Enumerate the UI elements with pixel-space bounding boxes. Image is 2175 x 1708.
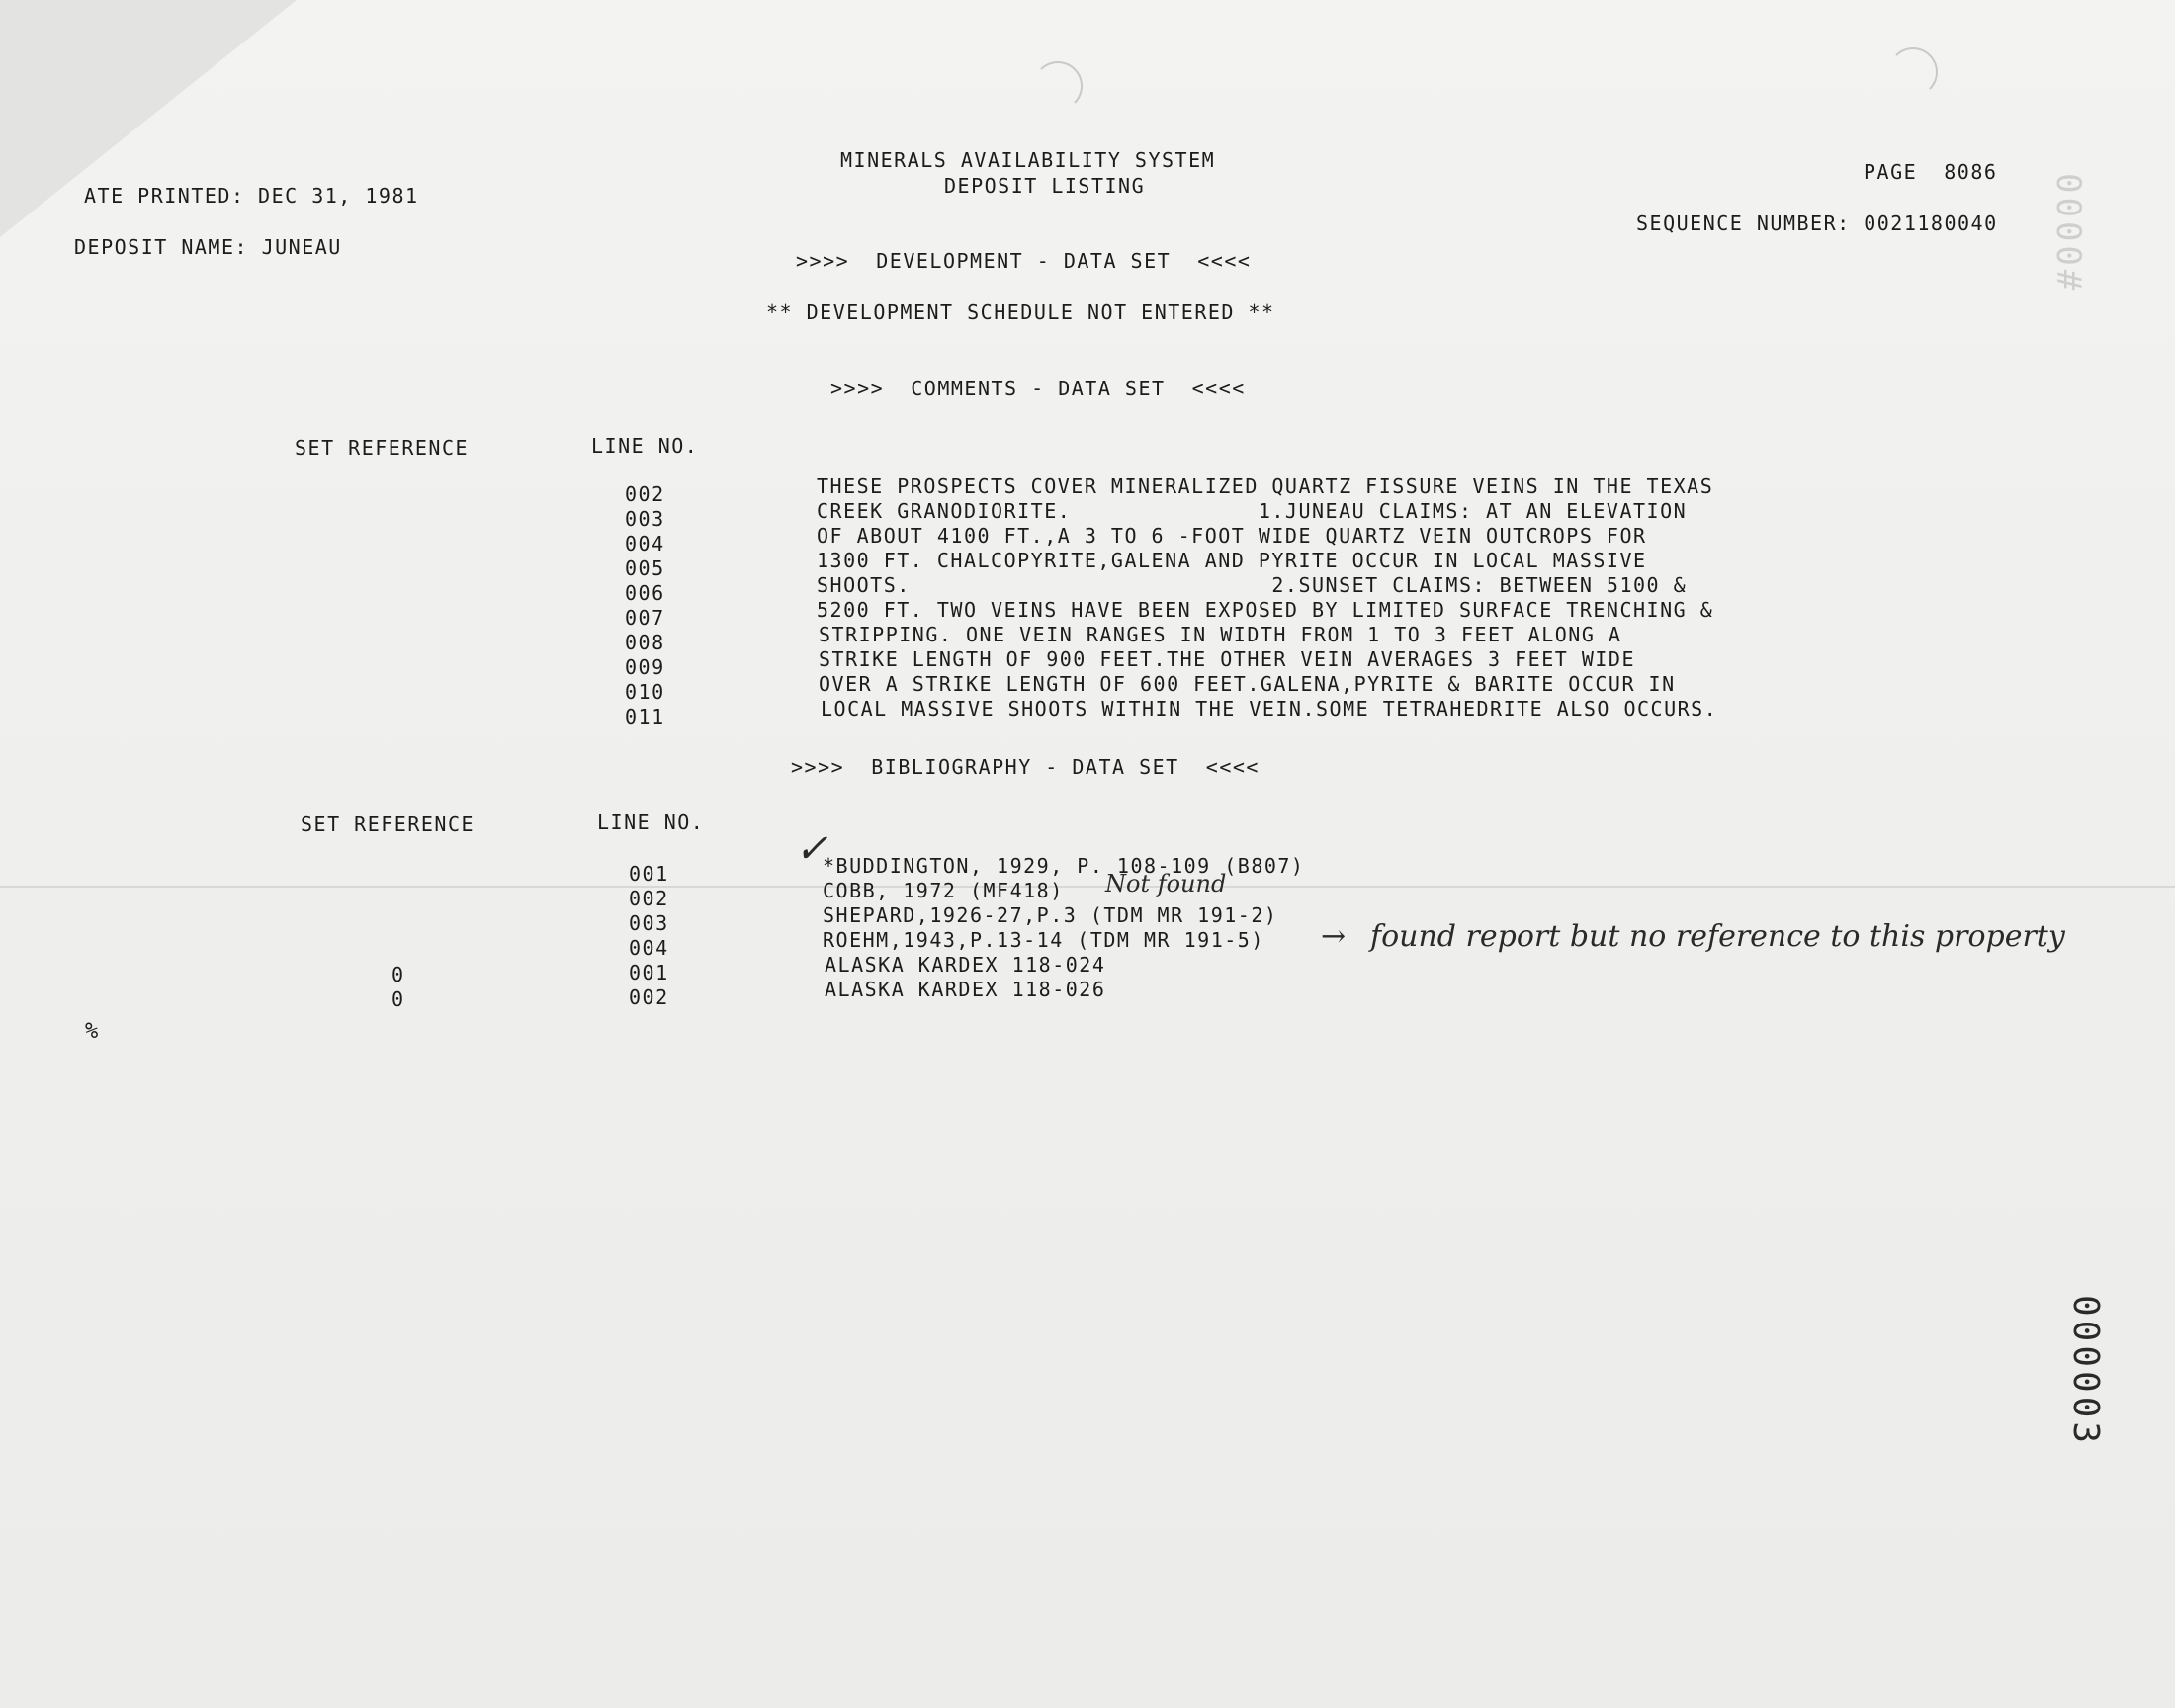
comment-line-no: 005 [625,556,665,580]
punch-hole-mark [1888,47,1938,97]
comments-line-no-header: LINE NO. [591,434,699,458]
sequence-number: SEQUENCE NUMBER: 0021180040 [1636,212,1998,235]
bibliography-line-no: 004 [629,936,669,960]
bibliography-line-no: 003 [629,911,669,935]
fold-line [0,886,2175,888]
comments-heading: >>>> COMMENTS - DATA SET <<<< [830,377,1246,400]
comment-line-no: 003 [625,507,665,531]
comment-text: STRIPPING. ONE VEIN RANGES IN WIDTH FROM 1 TO 3 FEET ALONG A [819,623,1622,646]
punch-hole-mark [1033,61,1083,111]
comment-text: OF ABOUT 4100 FT.,A 3 TO 6 -FOOT WIDE QUARTZ VEIN OUTCROPS FOR [817,524,1647,548]
bibliography-line-no-header: LINE NO. [597,811,705,834]
not-found-note: Not found [1105,870,1227,897]
bibliography-entry: ALASKA KARDEX 118-026 [825,978,1106,1001]
comments-set-reference-header: SET REFERENCE [295,436,470,460]
comment-line-no: 007 [625,606,665,630]
bibliography-entry: ALASKA KARDEX 118-024 [825,953,1106,977]
bibliography-line-no: 002 [629,887,669,910]
comment-text: 5200 FT. TWO VEINS HAVE BEEN EXPOSED BY LIMITED SURFACE TRENCHING & [817,598,1714,622]
bibliography-line-no: 002 [629,985,669,1009]
bibliography-entry: ROEHM,1943,P.13-14 (TDM MR 191-5) [823,928,1264,952]
comment-line-no: 006 [625,581,665,605]
margin-stamp-bottom: 000003 [2065,1295,2106,1448]
comment-text: CREEK GRANODIORITE. 1.JUNEAU CLAIMS: AT AN ELEVATION [817,499,1688,523]
comment-text: 1300 FT. CHALCOPYRITE,GALENA AND PYRITE OCCUR IN LOCAL MASSIVE [817,549,1647,572]
bibliography-set-ref: 0 [392,987,405,1011]
bibliography-heading: >>>> BIBLIOGRAPHY - DATA SET <<<< [791,755,1260,779]
comment-line-no: 010 [625,680,665,704]
margin-stamp-top: 0000# [2048,173,2088,295]
arrow-icon: → [1321,919,1347,954]
development-note: ** DEVELOPMENT SCHEDULE NOT ENTERED ** [766,300,1275,324]
date-printed: ATE PRINTED: DEC 31, 1981 [84,184,419,208]
found-report-note: found report but no reference to this property [1370,919,2065,954]
comment-line-no: 009 [625,655,665,679]
bibliography-entry: SHEPARD,1926-27,P.3 (TDM MR 191-2) [823,903,1278,927]
comment-text: SHOOTS. 2.SUNSET CLAIMS: BETWEEN 5100 & [817,573,1688,597]
comment-line-no: 004 [625,532,665,555]
comment-line-no: 011 [625,705,665,728]
bibliography-line-no: 001 [629,961,669,984]
comment-text: STRIKE LENGTH OF 900 FEET.THE OTHER VEIN AVERAGES 3 FEET WIDE [819,647,1636,671]
comment-line-no: 002 [625,482,665,506]
comment-text: THESE PROSPECTS COVER MINERALIZED QUARTZ FISSURE VEINS IN THE TEXAS [817,474,1714,498]
comment-text: OVER A STRIKE LENGTH OF 600 FEET.GALENA,PYRITE & BARITE OCCUR IN [819,672,1676,696]
listing-title: DEPOSIT LISTING [944,174,1146,198]
bibliography-entry: COBB, 1972 (MF418) [823,879,1064,902]
checkmark-icon: ✓ [795,826,828,872]
bibliography-line-no: 001 [629,862,669,886]
bibliography-entry: *BUDDINGTON, 1929, P. 108-109 (B807) [823,854,1305,878]
comment-line-no: 008 [625,631,665,654]
bibliography-set-ref: 0 [392,963,405,986]
comment-text: LOCAL MASSIVE SHOOTS WITHIN THE VEIN.SOME TETRAHEDRITE ALSO OCCURS. [821,697,1718,721]
development-heading: >>>> DEVELOPMENT - DATA SET <<<< [796,249,1252,273]
percent-mark: % [85,1019,100,1044]
bibliography-set-reference-header: SET REFERENCE [301,812,476,836]
system-title: MINERALS AVAILABILITY SYSTEM [840,148,1216,172]
page-number: PAGE 8086 [1864,160,1998,184]
deposit-name: DEPOSIT NAME: JUNEAU [74,235,342,259]
